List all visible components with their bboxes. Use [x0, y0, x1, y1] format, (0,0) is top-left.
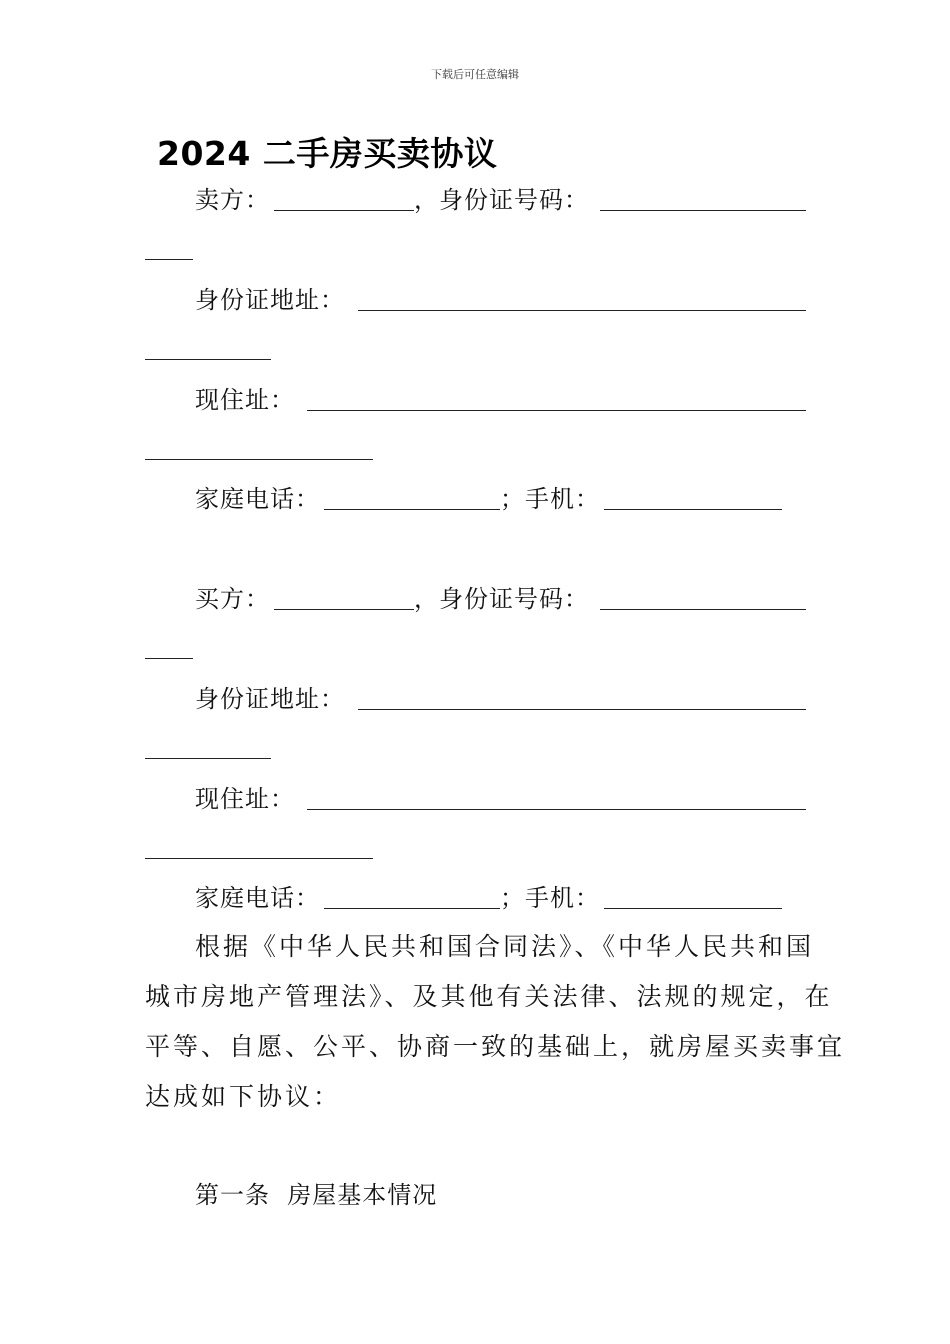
seller-home-phone-blank[interactable] — [324, 509, 500, 510]
buyer-name-row — [0, 579, 950, 619]
buyer-current-address-blank-continued[interactable] — [145, 858, 373, 859]
buyer-id-address-blank[interactable] — [358, 709, 806, 710]
buyer-mobile-blank[interactable] — [604, 908, 782, 909]
seller-home-phone-label: 家庭电话： — [195, 485, 320, 513]
buyer-name-blank[interactable] — [274, 609, 414, 610]
preamble-line — [0, 1072, 950, 1122]
seller-name-label: 卖方： — [195, 186, 270, 214]
buyer-id-address-label: 身份证地址： — [195, 685, 345, 713]
buyer-id-blank-continued[interactable] — [145, 658, 193, 659]
seller-phone-row — [0, 479, 950, 519]
document-title: 2024 二手房买卖协议 — [157, 134, 498, 173]
seller-current-address-row — [0, 380, 950, 420]
preamble-line — [0, 1022, 950, 1072]
seller-mobile-label: ；手机： — [500, 485, 600, 513]
buyer-current-address-blank[interactable] — [307, 809, 806, 810]
preamble-line-text: 平等、自愿、公平、协商一致的基础上，就房屋买卖事宜 — [145, 1032, 846, 1061]
article-1-title: 第一条 房屋基本情况 — [195, 1181, 438, 1209]
article-heading — [0, 1170, 950, 1220]
buyer-home-phone-label: 家庭电话： — [195, 884, 320, 912]
buyer-home-phone-blank[interactable] — [324, 908, 500, 909]
seller-id-address-blank-continued[interactable] — [145, 359, 271, 360]
buyer-id-label: ，身份证号码： — [414, 585, 589, 613]
buyer-phone-row — [0, 878, 950, 918]
preamble-line-text: 城市房地产管理法》、及其他有关法律、法规的规定，在 — [145, 982, 833, 1011]
seller-name-blank[interactable] — [274, 210, 414, 211]
seller-id-blank[interactable] — [600, 210, 806, 211]
seller-id-address-label: 身份证地址： — [195, 286, 345, 314]
buyer-current-address-label: 现住址： — [195, 785, 295, 813]
seller-id-label: ，身份证号码： — [414, 186, 589, 214]
preamble-line-text: 根据《中华人民共和国合同法》、《中华人民共和国 — [195, 932, 815, 961]
preamble-line-text: 达成如下协议： — [145, 1082, 342, 1111]
seller-id-blank-continued[interactable] — [145, 259, 193, 260]
buyer-id-blank[interactable] — [600, 609, 806, 610]
seller-current-address-blank-continued[interactable] — [145, 459, 373, 460]
seller-id-address-blank[interactable] — [358, 310, 806, 311]
seller-id-address-row — [0, 280, 950, 320]
buyer-id-address-blank-continued[interactable] — [145, 758, 271, 759]
preamble-line — [0, 922, 950, 972]
seller-current-address-label: 现住址： — [195, 386, 295, 414]
preamble-line — [0, 972, 950, 1022]
buyer-id-address-row — [0, 679, 950, 719]
buyer-mobile-label: ；手机： — [500, 884, 600, 912]
seller-name-row — [0, 180, 950, 220]
header-note: 下载后可任意编辑 — [431, 68, 519, 81]
buyer-current-address-row — [0, 779, 950, 819]
seller-current-address-blank[interactable] — [307, 410, 806, 411]
seller-mobile-blank[interactable] — [604, 509, 782, 510]
buyer-name-label: 买方： — [195, 585, 270, 613]
